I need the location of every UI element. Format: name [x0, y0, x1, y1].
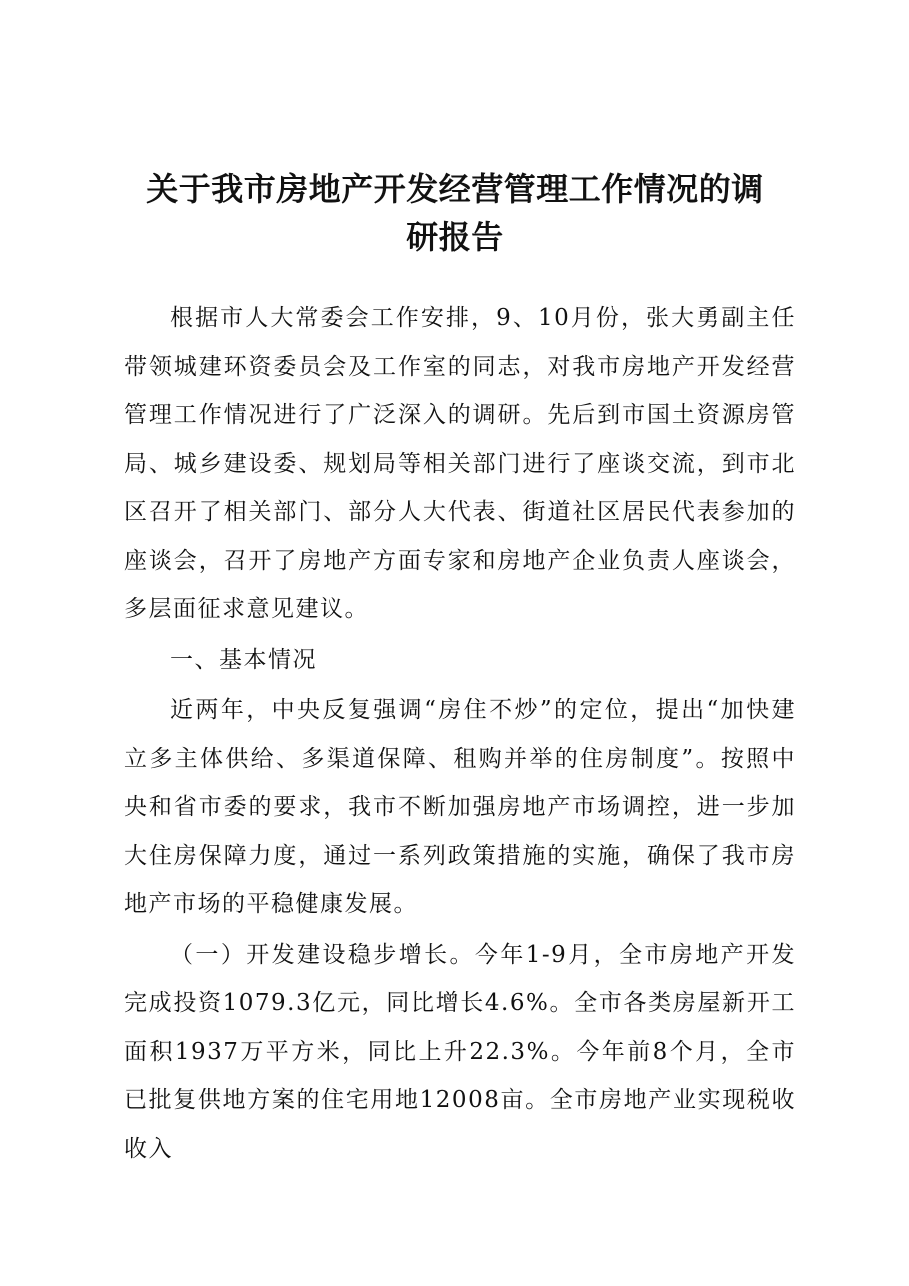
- document-body: [124, 294, 796, 1175]
- title-line-2: 研报告: [406, 218, 504, 256]
- paragraph-overview: 近两年，中央反复强调“房住不炒”的定位，提出“加快建立多主体供给、多渠道保障、租购并举的住房制度”。按照中央和省市委的要求，我市不断加强房地产市场调控，进一步加大住房保障力度，通过一系列政策措施的实施，确保了我市房地产市场的平稳健康发展。: [124, 697, 796, 917]
- paragraph-development: （一）开发建设稳步增长。今年1-9月，全市房地产开发完成投资1079.3亿元，同比增长4.6%。全市各类房屋新开工面积1937万平方米，同比上升22.3%。今年前8个月，全市已批复供地方案的住宅用地12008亩。全市房地产业实现税收收入: [124, 941, 796, 1162]
- section-heading-basic: 一、基本情况: [170, 646, 317, 673]
- paragraph-intro: 根据市人大常委会工作安排，9、10月份，张大勇副主任带领城建环资委员会及工作室的同志，对我市房地产开发经营管理工作情况进行了广泛深入的调研。先后到市国土资源房管局、城乡建设委、规划局等相关部门进行了座谈交流，到市北区召开了相关部门、部分人大代表、街道社区居民代表参加的座谈会，召开了房地产方面专家和房地产企业负责人座谈会，多层面征求意见建议。: [124, 305, 796, 622]
- document-title: [110, 165, 800, 261]
- title-line-1: 关于我市房地产开发经营管理工作情况的调: [146, 170, 764, 208]
